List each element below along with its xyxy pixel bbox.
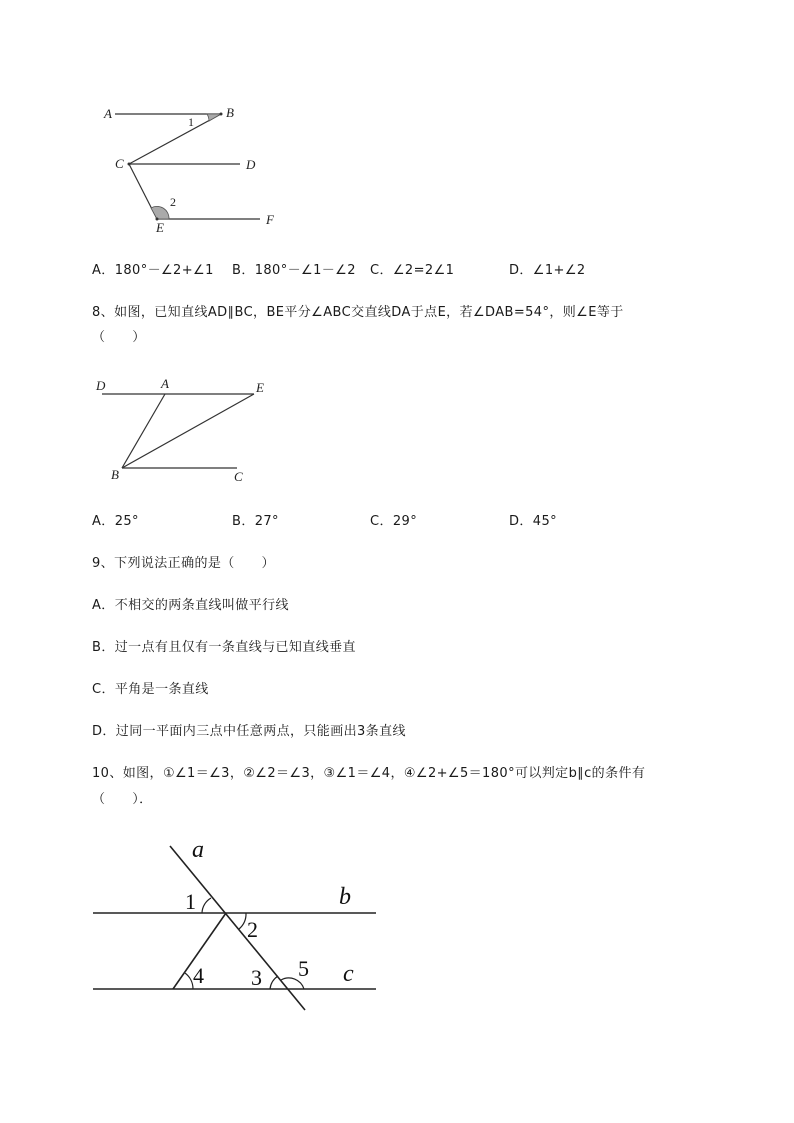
label-angle-2: 2 [247, 917, 258, 942]
label-line-a: a [192, 837, 204, 863]
label-angle-4: 4 [193, 963, 204, 988]
angle-2-mark [151, 206, 169, 219]
label-angle-5: 5 [298, 956, 309, 981]
q7-option-c: C．∠2=2∠1 [370, 263, 455, 278]
label-line-b: b [339, 884, 351, 910]
q7-option-a: A．180°－∠2+∠1 [92, 263, 214, 278]
q7-option-b: B．180°－∠1－∠2 [232, 263, 356, 278]
label-angle-1: 1 [185, 889, 196, 914]
label-angle-2: 2 [170, 195, 176, 209]
line-a [170, 846, 305, 1010]
angle-4-mark [185, 973, 193, 989]
label-a: A [161, 376, 169, 391]
label-c: C [234, 469, 243, 484]
label-f: F [266, 212, 274, 227]
q10-stem-paren: （ ）． [92, 792, 153, 807]
angle-3-mark [270, 976, 278, 989]
q10-stem: 10、如图，①∠1＝∠3，②∠2＝∠3，③∠1＝∠4，④∠2+∠5＝180°可以判定b∥c的条件有 [92, 766, 646, 781]
line-ab [122, 394, 165, 468]
label-c: C [115, 156, 124, 171]
label-e: E [256, 380, 264, 395]
q9-option-b: B．过一点有且仅有一条直线与已知直线垂直 [92, 640, 356, 655]
q9-option-d: D．过同一平面内三点中任意两点，只能画出3条直线 [92, 724, 406, 739]
label-b: B [226, 105, 234, 120]
q9-option-a: A．不相交的两条直线叫做平行线 [92, 598, 289, 613]
angle-1-mark [202, 898, 211, 913]
label-d: D [246, 157, 256, 172]
label-b: B [111, 467, 119, 482]
line-be [122, 394, 254, 468]
label-e: E [156, 220, 164, 235]
q8-option-d: D．45° [509, 514, 558, 529]
figure-q7 [95, 100, 295, 235]
figure-q10 [85, 830, 385, 1015]
q8-option-c: C．29° [370, 514, 418, 529]
figure-q8 [92, 374, 282, 489]
q8-option-b: B．27° [232, 514, 279, 529]
label-angle-1: 1 [188, 115, 194, 129]
angle-2-mark [239, 913, 246, 929]
label-line-c: c [343, 961, 354, 987]
q8-stem: 8、如图，已知直线AD∥BC，BE平分∠ABC交直线DA于点E，若∠DAB=54°，则∠E等于 [92, 305, 624, 320]
angle-1-mark [207, 114, 221, 121]
label-a: A [104, 106, 112, 121]
line-bc [129, 114, 221, 164]
q9-stem: 9、下列说法正确的是（ ） [92, 556, 275, 571]
q7-option-d: D．∠1+∠2 [509, 263, 586, 278]
label-d: D [96, 378, 106, 393]
q8-stem-paren: （ ） [92, 330, 146, 345]
q8-option-a: A．25° [92, 514, 139, 529]
q9-option-c: C．平角是一条直线 [92, 682, 209, 697]
label-angle-3: 3 [251, 965, 262, 990]
